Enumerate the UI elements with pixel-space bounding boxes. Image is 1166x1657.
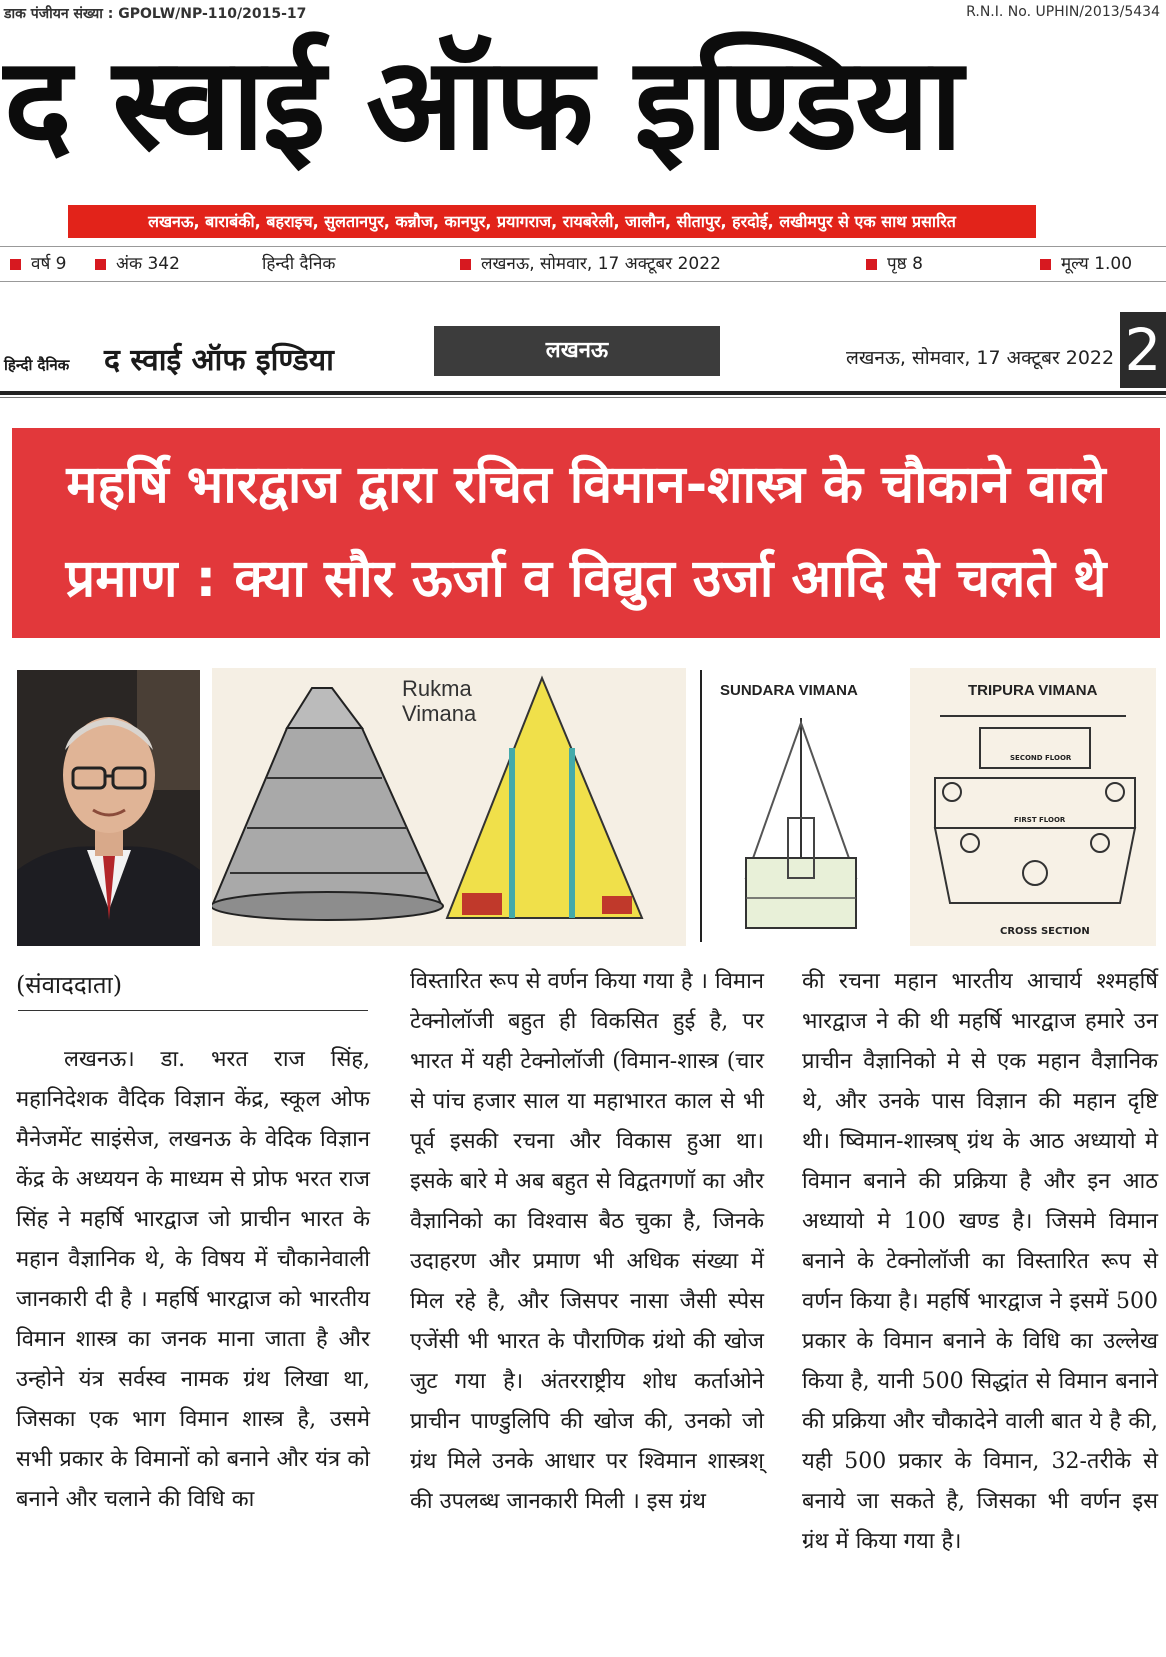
headline-box <box>12 428 1160 638</box>
page-number: 2 <box>1120 312 1166 388</box>
article-column-1 <box>16 1040 370 1640</box>
page-header <box>0 308 1166 388</box>
tripura-cross-section: CROSS SECTION <box>1000 926 1090 937</box>
paper-type: हिन्दी दैनिक <box>262 254 336 274</box>
author-photo <box>17 670 200 946</box>
bullet-square-icon <box>866 259 877 270</box>
tripura-label: TRIPURA VIMANA <box>968 682 1098 699</box>
column-2-text: विस्तारित रूप से वर्णन किया गया है । विमान टेक्नोलॉजी बहुत ही विकसित हुई है, पर भारत में यही टेक्नोलॉजी (विमान-शास्त्र (चार से पांच हजार साल या महाभारत काल से भी पूर्व इसकी रचना और विकास हुआ था। इसके बारे मे अब बहुत से विद्वतगणॉ का और वैज्ञानिको का विश्वास बैठ चुका है, जिनके उदाहरण और प्रमाण भी अधिक संख्या में मिल रहे है, और जिसपर नासा जैसी स्पेस एजेंसी भी भारत के पौराणिक ग्रंथो की खोज जुट गया है। अंतरराष्ट्रीय शोध कर्ताओने प्राचीन पाण्डुलिपि की खोज की, उनको जो ग्रंथ मिले उनके आधार पर श्विमान शास्त्रश् की उपलब्ध जानकारी मिली । इस ग्रंथ <box>410 969 764 1514</box>
editions-banner: लखनऊ, बाराबंकी, बहराइच, सुलतानपुर, कन्नौज, कानपुर, प्रयागराज, रायबरेली, जालौन, सीतापुर, हरदोई, लखीमपुर से एक साथ प्रसारित <box>68 205 1036 238</box>
rukma-label: Rukma Vimana <box>402 676 477 726</box>
issue-date: लखनऊ, सोमवार, 17 अक्टूबर 2022 <box>481 254 721 274</box>
bullet-square-icon <box>1040 259 1051 270</box>
newspaper-title: द स्वाई ऑफ इण्डिया <box>4 30 961 179</box>
tripura-vimana-figure <box>910 668 1156 946</box>
headline-line-1: महर्षि भारद्वाज द्वारा रचित विमान-शास्त्र के चौकाने वाले <box>66 455 1106 515</box>
pages-item <box>866 247 923 281</box>
article-column-3 <box>802 962 1158 1642</box>
sundara-label: SUNDARA VIMANA <box>720 682 858 699</box>
tripura-first-floor: FIRST FLOOR <box>1014 816 1066 824</box>
figure-divider <box>700 670 702 942</box>
page-header-date: लखनऊ, सोमवार, 17 अक्टूबर 2022 <box>846 347 1115 369</box>
section-label: लखनऊ <box>434 326 720 376</box>
issue-label: अंक 342 <box>116 254 180 274</box>
bullet-square-icon <box>95 259 106 270</box>
header-rule <box>0 391 1166 395</box>
sundara-vimana-illustration <box>706 708 906 946</box>
page-header-label: हिन्दी दैनिक <box>4 356 70 374</box>
issue-info-bar <box>0 246 1166 282</box>
column-3-text: की रचना महान भारतीय आचार्य श्श्महर्षि भारद्वाज ने की थी महर्षि भारद्वाज हमारे उन प्राचीन वैज्ञानिको मे से एक महान वैज्ञानिक थे, और उनके पास विज्ञान की महान दृष्टि थी। ष्विमान-शास्त्रष् ग्रंथ के आठ अध्यायो मे विमान बनाने की प्रक्रिया है और इन आठ अध्यायो मे 100 खण्ड है। जिसमे विमान बनाने के टेक्नोलॉजी का विस्तारित रूप से वर्णन किया है। महर्षि भारद्वाज ने इसमें 500 प्रकार के विमान बनाने के विधि का उल्लेख किया है, यानी 500 सिद्धांत से विमान बनाने की प्रक्रिया और चौकादेने वाली बात ये है की, यही 500 प्रकार के विमान, 32-तरीके से बनाये जा सकते है, जिसका भी वर्णन इस ग्रंथ में किया गया है। <box>802 969 1158 1554</box>
year-item <box>10 247 67 281</box>
sundara-vimana-figure <box>706 668 906 946</box>
date-item <box>460 247 721 281</box>
bullet-square-icon <box>10 259 21 270</box>
pages-label: पृष्ठ 8 <box>887 254 923 274</box>
header-rule-thin <box>0 397 1166 398</box>
price-label: मूल्य 1.00 <box>1061 254 1133 274</box>
byline: (संवाददाता) <box>16 971 123 999</box>
column-1-text: लखनऊ। डा. भरत राज सिंह, महानिदेशक वैदिक विज्ञान केंद्र, स्कूल ओफ मैनेजमेंट साइंसेज, लखनऊ के वेदिक विज्ञान केंद्र के अध्ययन के माध्यम से प्रोफ भरत राज सिंह ने महर्षि भारद्वाज जो प्राचीन भारत के महान वैज्ञानिक थे, के विषय में चौकानेवाली जानकारी दी है । महर्षि भारद्वाज को भारतीय विमान शास्त्र का जनक माना जाता है और उन्होने यंत्र सर्वस्व नामक ग्रंथ लिखा था, जिसका एक भाग विमान शास्त्र है, उसमे सभी प्रकार के विमानों को बनाने और यंत्र को बनाने और चलाने की विधि का <box>16 1047 370 1512</box>
postal-registration: डाक पंजीयन संख्या : GPOLW/NP-110/2015-17 <box>4 6 307 22</box>
rni-number: R.N.I. No. UPHIN/2013/5434 <box>966 4 1160 20</box>
headline-line-2: प्रमाण : क्या सौर ऊर्जा व विद्युत उर्जा आदि से चलते थे <box>65 549 1107 609</box>
year-label: वर्ष 9 <box>31 254 67 274</box>
article-column-2 <box>410 962 764 1642</box>
page-header-title: द स्वाई ऑफ इण्डिया <box>104 343 334 378</box>
portrait-illustration <box>17 670 200 946</box>
bullet-square-icon <box>460 259 471 270</box>
tripura-vimana-illustration <box>910 668 1156 946</box>
rukma-vimana-figure <box>212 668 686 946</box>
byline-rule <box>18 1010 368 1011</box>
tripura-second-floor: SECOND FLOOR <box>1010 754 1072 762</box>
price-item <box>1040 247 1132 281</box>
masthead <box>0 20 1166 200</box>
issue-item <box>95 247 180 281</box>
